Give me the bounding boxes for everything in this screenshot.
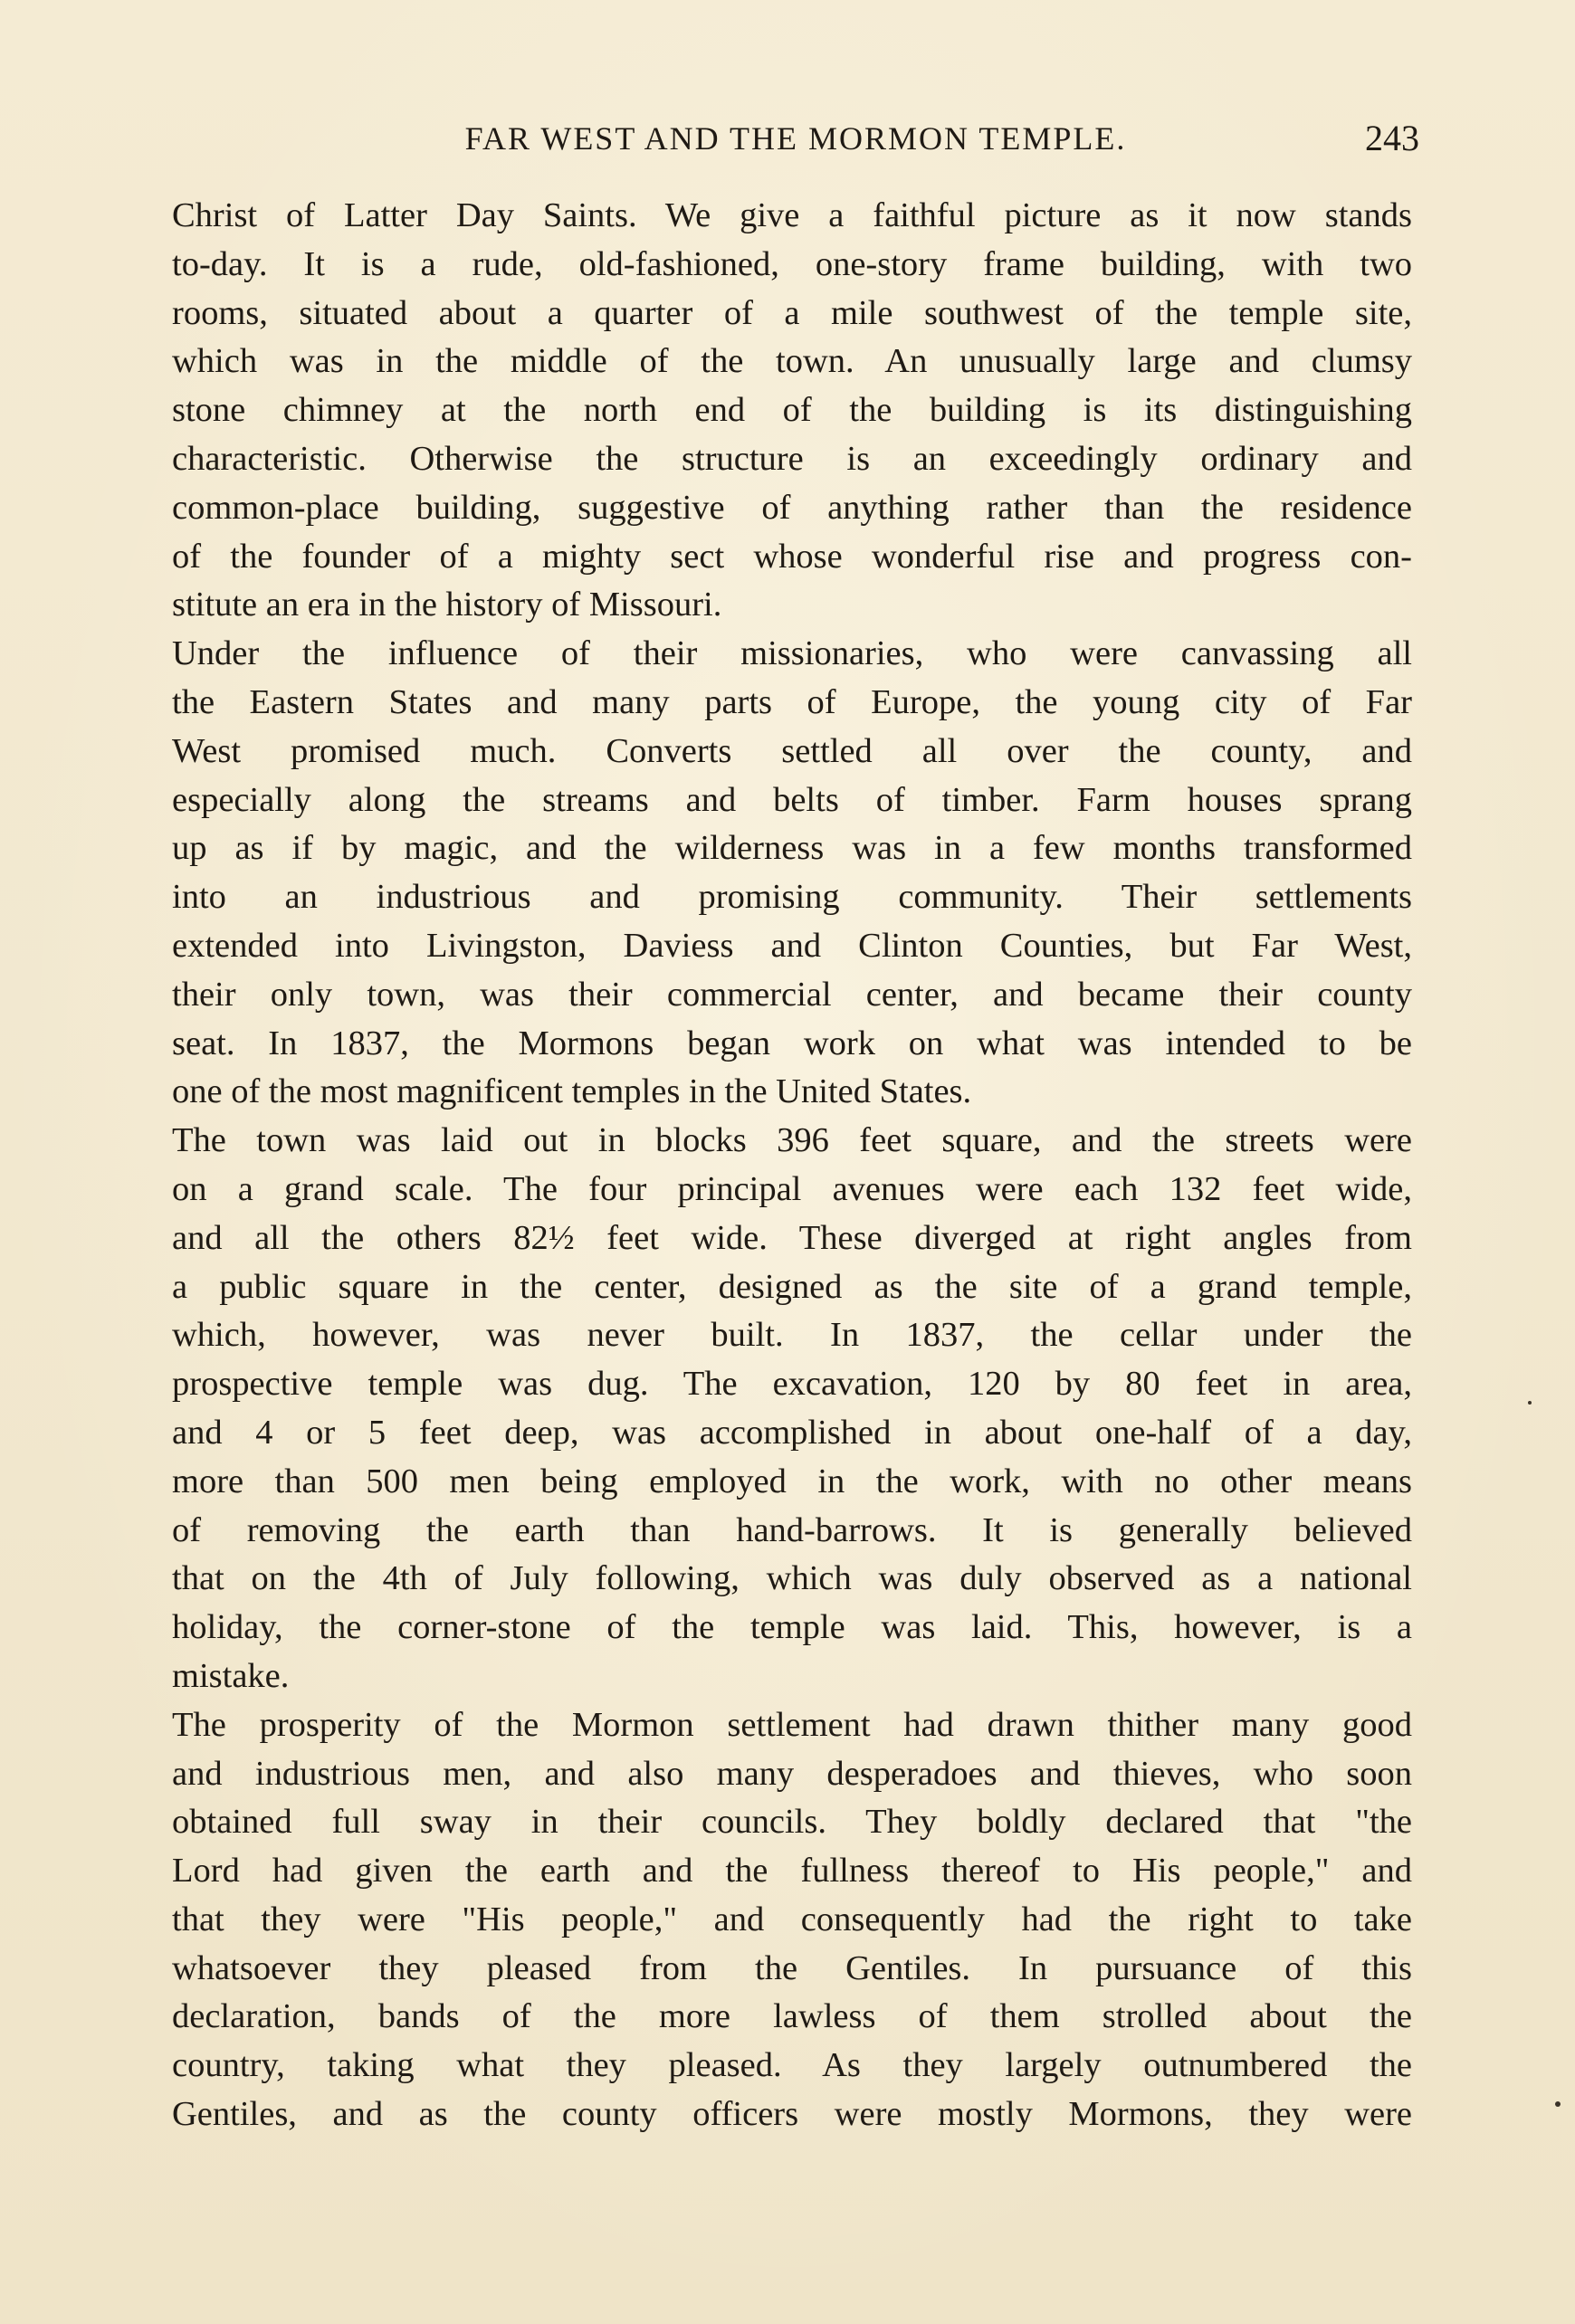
text-line: up as if by magic, and the wilderness was in a few months transformed bbox=[172, 829, 1412, 868]
text-line: that on the 4th of July following, which was duly observed as a national bbox=[172, 1559, 1412, 1598]
text-line: their only town, was their commercial center, and became their county bbox=[172, 975, 1412, 1014]
text-line: obtained full sway in their councils. They boldly declared that "the bbox=[172, 1803, 1412, 1842]
text-line: rooms, situated about a quarter of a mile southwest of the temple site, bbox=[172, 293, 1412, 332]
text-line: and 4 or 5 feet deep, was accomplished in about one-half of a day, bbox=[172, 1413, 1412, 1452]
text-line: one of the most magnificent temples in the United States. bbox=[172, 1072, 972, 1111]
running-title: FAR WEST AND THE MORMON TEMPLE. bbox=[464, 120, 1127, 157]
text-line: which, however, was never built. In 1837, the cellar under the bbox=[172, 1316, 1412, 1355]
text-line: of removing the earth than hand-barrows. It is generally believed bbox=[172, 1510, 1412, 1549]
text-line: of the founder of a mighty sect whose wonderful rise and progress con- bbox=[172, 537, 1412, 576]
text-line: extended into Livingston, Daviess and Clinton Counties, but Far West, bbox=[172, 926, 1412, 965]
text-line: on a grand scale. The four principal avenues were each 132 feet wide, bbox=[172, 1169, 1412, 1208]
text-line: seat. In 1837, the Mormons began work on what was intended to be bbox=[172, 1024, 1412, 1062]
text-line: declaration, bands of the more lawless of them strolled about the bbox=[172, 1997, 1412, 2036]
text-line: a public square in the center, designed as the site of a grand temple, bbox=[172, 1267, 1412, 1306]
text-line: stone chimney at the north end of the building is its distinguishing bbox=[172, 391, 1412, 430]
text-line: to-day. It is a rude, old-fashioned, one-story frame building, with two bbox=[172, 244, 1412, 283]
paper-speck bbox=[1528, 1401, 1532, 1405]
text-line: Christ of Latter Day Saints. We give a faithful picture as it now stands bbox=[172, 196, 1412, 234]
text-line: that they were "His people," and consequently had the right to take bbox=[172, 1900, 1412, 1938]
text-line: stitute an era in the history of Missouri. bbox=[172, 586, 722, 624]
running-head bbox=[172, 116, 1419, 161]
text-line: prospective temple was dug. The excavation, 120 by 80 feet in area, bbox=[172, 1365, 1412, 1404]
text-line: common-place building, suggestive of anything rather than the residence bbox=[172, 488, 1412, 527]
text-line: mistake. bbox=[172, 1656, 290, 1695]
text-line: and industrious men, and also many desperadoes and thieves, who soon bbox=[172, 1754, 1412, 1793]
text-line: more than 500 men being employed in the work, with no other means bbox=[172, 1462, 1412, 1500]
text-line: and all the others 82½ feet wide. These diverged at right angles from bbox=[172, 1218, 1412, 1257]
text-line: characteristic. Otherwise the structure is an exceedingly ordinary and bbox=[172, 439, 1412, 478]
text-line: whatsoever they pleased from the Gentiles. In pursuance of this bbox=[172, 1948, 1412, 1987]
text-line: into an industrious and promising community. Their settlements bbox=[172, 878, 1412, 917]
text-line: country, taking what they pleased. As they largely outnumbered the bbox=[172, 2046, 1412, 2085]
body-text bbox=[172, 192, 1412, 2139]
paper-speck bbox=[1555, 2101, 1561, 2107]
paragraph-start-line: Under the influence of their missionaries, who were canvassing all bbox=[172, 634, 1412, 673]
text-line: which was in the middle of the town. An unusually large and clumsy bbox=[172, 342, 1412, 381]
paragraph-start-line: The prosperity of the Mormon settlement had drawn thither many good bbox=[172, 1705, 1412, 1744]
text-line: holiday, the corner-stone of the temple was laid. This, however, is a bbox=[172, 1608, 1412, 1647]
text-line: Lord had given the earth and the fullness thereof to His people," and bbox=[172, 1852, 1412, 1891]
text-line: West promised much. Converts settled all over the county, and bbox=[172, 731, 1412, 770]
paragraph-start-line: The town was laid out in blocks 396 feet square, and the streets were bbox=[172, 1121, 1412, 1160]
text-line: the Eastern States and many parts of Europe, the young city of Far bbox=[172, 682, 1412, 721]
page-number: 243 bbox=[1365, 118, 1419, 158]
text-line: especially along the streams and belts of timber. Farm houses sprang bbox=[172, 780, 1412, 819]
text-line: Gentiles, and as the county officers were mostly Mormons, they were bbox=[172, 2095, 1412, 2134]
